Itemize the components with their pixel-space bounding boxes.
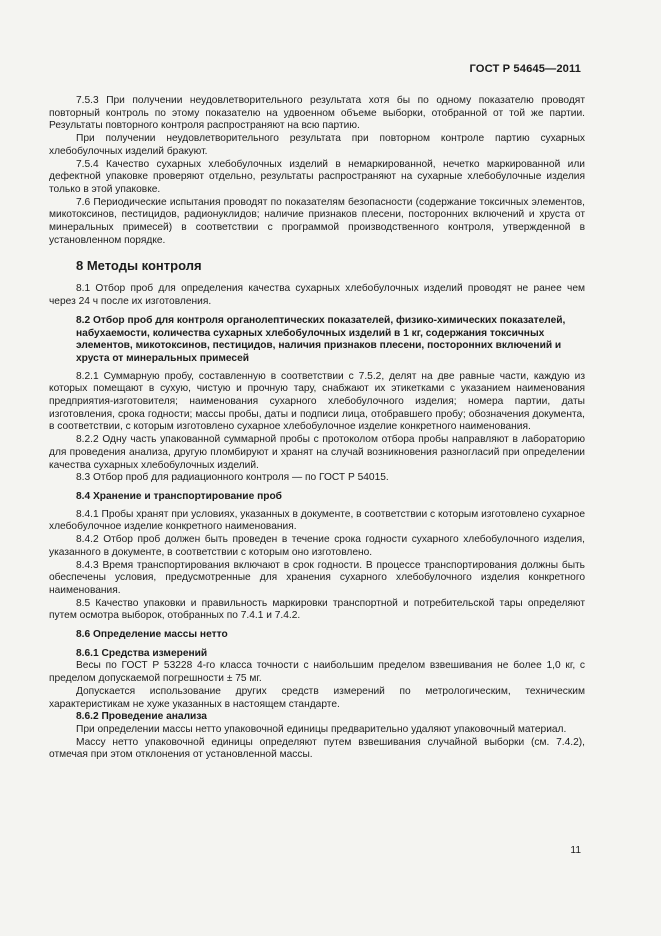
paragraph-8-6-2-packaging: При определении массы нетто упаковочной единицы предварительно удаляют упаковочный материал. [76,723,567,735]
section-heading-8: 8 Методы контроля [76,258,202,274]
paragraph-8-5: 8.5 Качество упаковки и правильность маркировки транспортной и потребительской тары определяют путем осмотра выборок, отобранных по 7.4.1 и 7.4.2. [49,597,585,622]
paragraph-8-6-1-scales: Весы по ГОСТ Р 53228 4-го класса точности с наибольшим пределом взвешивания не более 1,0 кг, с пределом допускаемой погрешности ± 75 мг. [49,660,585,685]
subsection-heading-8-6-1: 8.6.1 Средства измерений [76,647,208,659]
paragraph-8-2-2: 8.2.2 Одну часть упакованной суммарной пробы с протоколом отбора пробы направляют в лабораторию для проведения анализа, другую пломбируют и хранят на случай возникновения разногласий при определении качества сухарных хлебобулочных изделий. [49,434,585,471]
subsection-heading-8-4: 8.4 Хранение и транспортирование проб [76,490,282,502]
paragraph-7-5-4: 7.5.4 Качество сухарных хлебобулочных изделий в немаркированной, нечетко маркированной или дефектной упаковке проверяют отдельно, результаты распространяют на сухарные хлебобулочные изделия только в этой упаковке. [49,158,585,195]
paragraph-8-4-1: 8.4.1 Пробы хранят при условиях, указанных в документе, в соответствии с которым изготовлено сухарное хлебобулочное изделие конкретного наименования. [49,508,585,533]
paragraph-8-2-1: 8.2.1 Суммарную пробу, составленную в соответствии с 7.5.2, делят на две равные части, каждую из которых помещают в сухую, чистую и прочную тару, снабжают их этикетками с указанием наименования предприятия-изготовителя; наименования сухарного хлебобулочного изделия; номера партии, даты изготовления, срока годности; массы пробы, даты и подписи лица, отобравшего пробу; обозначения документа, в соответствии, с которым изготовлено сухарное хлебобулочное изделие конкретного наименования. [49,370,585,433]
subsection-heading-8-6: 8.6 Определение массы нетто [76,629,228,641]
document-body [49,95,585,762]
subsection-heading-8-2: 8.2 Отбор проб для контроля органолептических показателей, физико-химических показателей, набухаемости, количества сухарных хлебобулочных изделий в 1 кг, содержания токсичных элементов, микотоксинов, пестицидов, наличия признаков плесени, посторонних включений и хруста от минеральных примесей [76,314,566,364]
paragraph-8-6-2-weighing: Массу нетто упаковочной единицы определяют путем взвешивания случайной выборки (см. 7.4.2), отмечая при этом отклонения от установленной массы. [49,736,585,761]
paragraph-8-4-2: 8.4.2 Отбор проб должен быть проведен в течение срока годности сухарного хлебобулочного изделия, указанного в документе, в соответствии с которым оно изготовлено. [49,534,585,558]
page-number: 11 [570,845,581,856]
paragraph-8-1: 8.1 Отбор проб для определения качества сухарных хлебобулочных изделий проводят не ранее чем через 24 ч после их изготовления. [49,283,585,308]
paragraph-8-3: 8.3 Отбор проб для радиационного контроля — по ГОСТ Р 54015. [76,472,389,484]
subsection-heading-8-6-2: 8.6.2 Проведение анализа [76,711,207,723]
paragraph-7-5-3-continued: При получении неудовлетворительного результата при повторном контроле партию сухарных хлебобулочных изделий бракуют. [49,133,585,157]
paragraph-8-4-3: 8.4.3 Время транспортирования включают в срок годности. В процессе транспортирования должны быть обеспечены условия, предусмотренные для хранения сухарного хлебобулочного изделия конкретного наименования. [49,559,585,596]
paragraph-8-6-1-alternatives: Допускается использование других средств измерений по метрологическим, техническим характеристикам не хуже указанных в настоящем стандарте. [49,685,585,710]
document-code: ГОСТ Р 54645—2011 [469,63,581,75]
paragraph-7-5-3: 7.5.3 При получении неудовлетворительного результата хотя бы по одному показателю проводят повторный контроль по этому показателю на удвоенном объеме выборки, отобранной от той же партии. Результаты повторного контроля распространяют на всю партию. [49,95,585,132]
paragraph-7-6: 7.6 Периодические испытания проводят по показателям безопасности (содержание токсичных элементов, микотоксинов, пестицидов, радионуклидов; наличие признаков плесени, посторонних включений и хруста от минеральных примесей) в соответствии с программой производственного контроля, утвержденной в установленном порядке. [49,196,585,246]
